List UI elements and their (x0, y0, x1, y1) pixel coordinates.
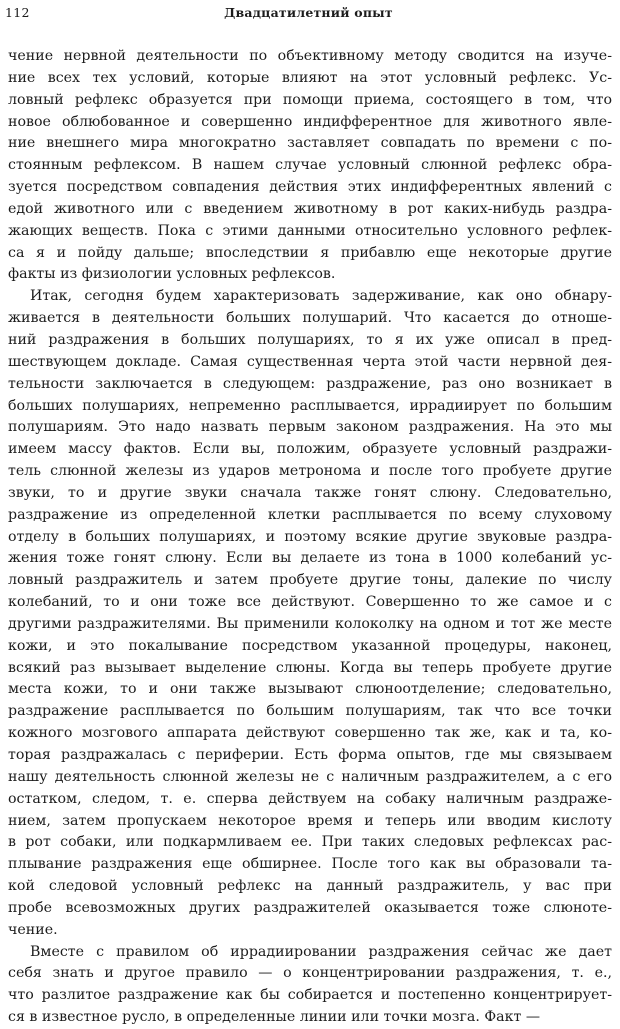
text-line: са я и пойду дальше; впоследствии я прибавлю еще некоторые другие (8, 244, 612, 261)
text-line: новое облюбованное и совершенно индифферентное для животного явле- (8, 113, 612, 130)
text-line: ловный рефлекс образуется при помощи приема, состоящего в том, что (8, 91, 612, 108)
text-line: жения тоже гонят слюну. Если вы делаете из тона в 1000 колебаний ус- (8, 550, 612, 567)
text-line: имеем массу фактов. Если вы, положим, образуете условный раздражи- (8, 441, 612, 458)
text-line: чение. (8, 921, 58, 938)
text-line: живается в деятельности больших полушарий. Что касается до отноше- (8, 310, 612, 327)
text-line: ловный раздражитель и затем пробуете другие тоны, далекие по числу (8, 572, 612, 589)
running-head (5, 3, 612, 23)
text-line: всякий раз вызывает выделение слюны. Когда вы теперь пробуете другие (8, 659, 612, 676)
text-line: раздражение расплывается по большим полушариям, так что все точки (8, 703, 612, 720)
text-line: плывание раздражения еще обширнее. После того как вы образовали та- (8, 856, 612, 873)
text-line: пробе всевозможных других раздражителей оказывается тоже слюноте- (8, 899, 612, 916)
text-line: Итак, сегодня будем характеризовать задерживание, как оно обнару- (30, 288, 612, 305)
text-line: остатком, следом, т. е. сперва действуем на собаку наличным раздраже- (8, 790, 612, 807)
text-line: раздражение из определенной клетки расплывается по всему слуховому (8, 506, 612, 523)
text-line: в рот собаки, или подкармливаем ее. При таких следовых рефлексах рас- (8, 834, 612, 851)
text-line: ние всех тех условий, которые влияют на этот условный рефлекс. Ус- (8, 69, 612, 86)
running-title: Двадцатилетний опыт (224, 5, 393, 20)
paragraph (8, 46, 612, 286)
body-text (8, 46, 612, 1029)
text-line: тельности заключается в следующем: раздражение, раз оно возникает в (8, 375, 612, 392)
page-number: 112 (5, 5, 30, 20)
text-line: факты из физиологии условных рефлексов. (8, 266, 336, 283)
text-line: колебаний, то и они тоже все действуют. Совершенно то же самое и с (8, 594, 612, 611)
text-line: шествующем докладе. Самая существенная черта этой части нервной дея- (8, 353, 612, 370)
text-line: звуки, то и другие звуки сначала также гонят слюну. Следовательно, (8, 484, 612, 501)
text-line: отделу в больших полушариях, и поэтому всякие другие звуковые раздра- (8, 528, 612, 545)
text-line: ся в известное русло, в определенные линии или точки мозга. Факт — (8, 1009, 541, 1026)
text-line: едой животного или с введением животному в рот каких-нибудь раздра- (8, 200, 612, 217)
text-line: нием, затем пропускаем некоторое время и теперь или вводим кислоту (8, 812, 612, 829)
text-line: Вместе с правилом об иррадиировании раздражения сейчас же дает (30, 943, 612, 960)
text-line: жающих веществ. Пока с этими данными относительно условного рефлек- (8, 222, 612, 239)
text-line: кожного мозгового аппарата действуют совершенно так же, как и та, ко- (8, 725, 612, 742)
text-line: другими раздражителями. Вы применили колоколку на одном и тот же месте (8, 615, 612, 632)
text-line: что разлитое раздражение как бы собирается и постепенно концентрирует- (8, 987, 612, 1004)
text-line: кой следовой условный рефлекс на данный раздражитель, у вас при (8, 878, 612, 895)
paragraph (8, 942, 612, 1029)
text-line: места кожи, то и они также вызывают слюноотделение; следовательно, (8, 681, 612, 698)
text-line: кожи, и это покалывание посредством указанной процедуры, наконец, (8, 637, 612, 654)
paragraph (8, 286, 612, 941)
text-line: зуется посредством совпадения действия этих индифферентных явлений с (8, 179, 612, 196)
text-line: полушариям. Это надо назвать первым законом раздражения. На это мы (8, 419, 612, 436)
text-line: нашу деятельность слюнной железы не с наличным раздражителем, а с его (8, 768, 612, 785)
text-line: торая раздражалась с периферии. Есть форма опытов, где мы связываем (8, 747, 612, 763)
text-line: чение нервной деятельности по объективному методу сводится на изуче- (8, 48, 612, 64)
text-line: ний раздражения в больших полушариях, то я их уже описал в пред- (8, 331, 612, 348)
text-line: тель слюнной железы из ударов метронома и после того пробуете другие (8, 463, 612, 480)
text-line: стоянным рефлексом. В нашем случае условный слюнной рефлекс обра- (8, 157, 612, 174)
text-line: себя знать и другое правило — о концентрировании раздражения, т. е., (8, 965, 612, 982)
text-line: ние внешнего мира многократно заставляет совпадать по времени с по- (8, 135, 612, 152)
text-line: больших полушариях, непременно расплывается, иррадиирует по большим (8, 397, 612, 414)
